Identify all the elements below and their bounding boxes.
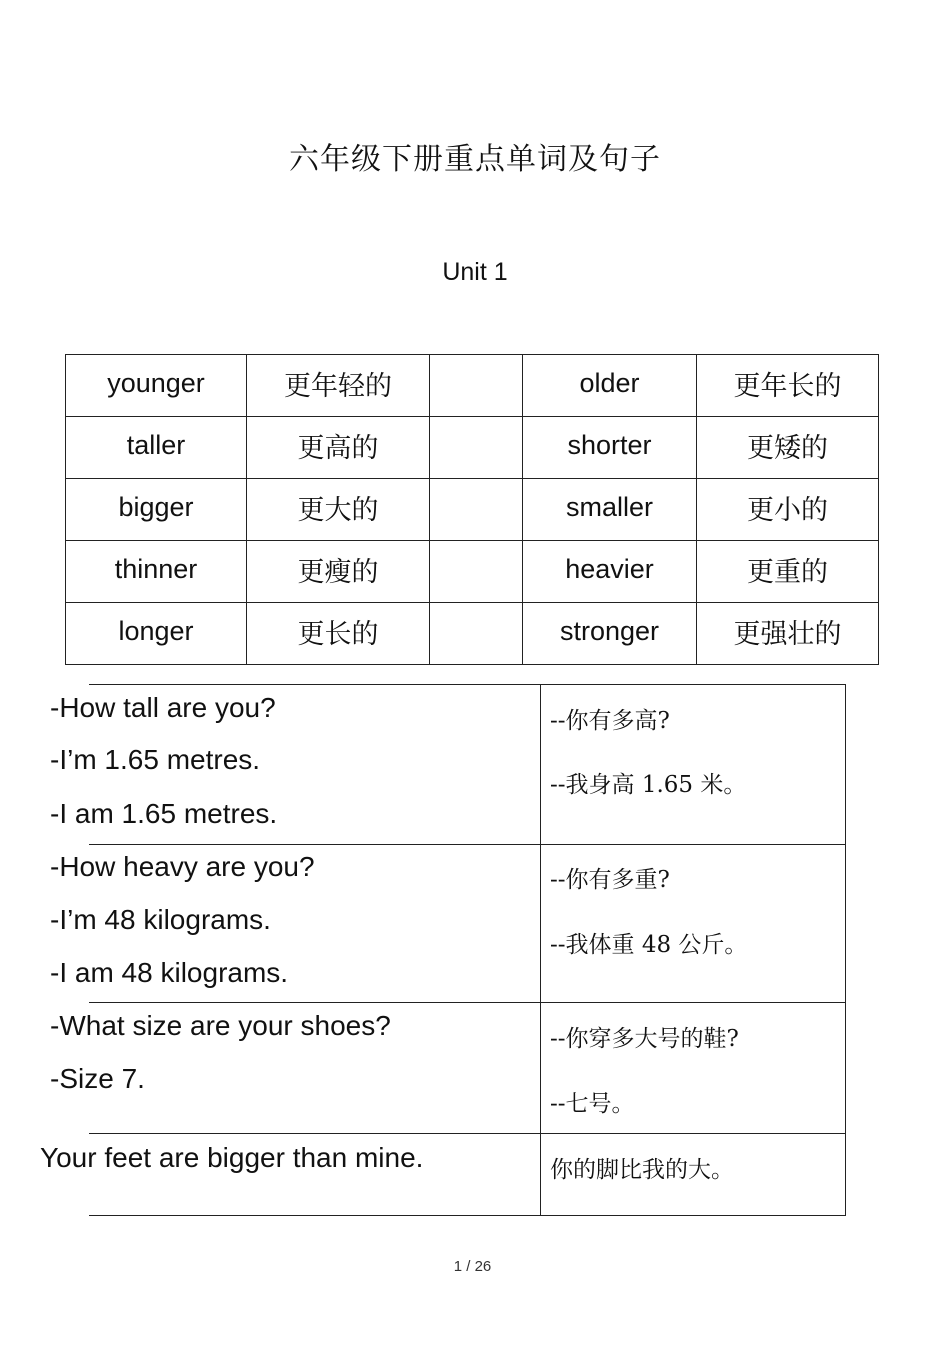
blank-cell — [430, 603, 523, 665]
english-sentence: -What size are your shoes? — [50, 1010, 391, 1041]
english-sentence: -I am 48 kilograms. — [50, 957, 289, 988]
page-title: 六年级下册重点单词及句子 — [289, 142, 661, 177]
word-cell: thinner — [66, 541, 247, 603]
table-row — [66, 541, 879, 603]
english-sentence: -How tall are you? — [50, 692, 276, 723]
table-row — [66, 417, 879, 479]
meaning-cell: 更重的 — [697, 541, 879, 603]
unit-heading: Unit 1 — [442, 258, 508, 286]
word-cell: bigger — [66, 479, 247, 541]
chinese-sentence: --我身高 1.65 米。 — [550, 772, 747, 798]
english-sentence: Your feet are bigger than mine. — [40, 1142, 424, 1173]
chinese-sentence: --你有多高? — [550, 708, 670, 734]
divider — [89, 1215, 846, 1216]
divider — [89, 844, 846, 845]
meaning-cell: 更矮的 — [697, 417, 879, 479]
english-sentence: -How heavy are you? — [50, 851, 315, 882]
word-cell: smaller — [523, 479, 697, 541]
vocabulary-table — [65, 354, 879, 665]
table-row — [66, 479, 879, 541]
word-cell: shorter — [523, 417, 697, 479]
chinese-sentence: --你穿多大号的鞋? — [550, 1026, 739, 1052]
divider — [89, 1002, 846, 1003]
blank-cell — [430, 417, 523, 479]
english-sentence: -I am 1.65 metres. — [50, 798, 278, 829]
word-cell: older — [523, 355, 697, 417]
meaning-cell: 更大的 — [247, 479, 430, 541]
meaning-cell: 更高的 — [247, 417, 430, 479]
meaning-cell: 更小的 — [697, 479, 879, 541]
chinese-sentence: --七号。 — [550, 1091, 635, 1117]
divider — [540, 684, 541, 1215]
meaning-cell: 更强壮的 — [697, 603, 879, 665]
divider — [89, 684, 846, 685]
sentence-table — [40, 684, 846, 1216]
english-sentence: -I’m 1.65 metres. — [50, 744, 261, 775]
word-cell: heavier — [523, 541, 697, 603]
english-sentence: -I’m 48 kilograms. — [50, 904, 271, 935]
meaning-cell: 更年轻的 — [247, 355, 430, 417]
table-row — [66, 603, 879, 665]
blank-cell — [430, 479, 523, 541]
table-row — [66, 355, 879, 417]
chinese-sentence: --你有多重? — [550, 867, 670, 893]
meaning-cell: 更年长的 — [697, 355, 879, 417]
divider — [89, 1133, 846, 1134]
word-cell: stronger — [523, 603, 697, 665]
word-cell: younger — [66, 355, 247, 417]
chinese-sentence: 你的脚比我的大。 — [550, 1157, 734, 1183]
word-cell: taller — [66, 417, 247, 479]
chinese-sentence: --我体重 48 公斤。 — [550, 932, 748, 958]
meaning-cell: 更长的 — [247, 603, 430, 665]
word-cell: longer — [66, 603, 247, 665]
blank-cell — [430, 541, 523, 603]
meaning-cell: 更瘦的 — [247, 541, 430, 603]
english-sentence: -Size 7. — [50, 1063, 145, 1094]
divider — [845, 684, 846, 1215]
blank-cell — [430, 355, 523, 417]
page-number: 1 / 26 — [453, 1258, 492, 1275]
